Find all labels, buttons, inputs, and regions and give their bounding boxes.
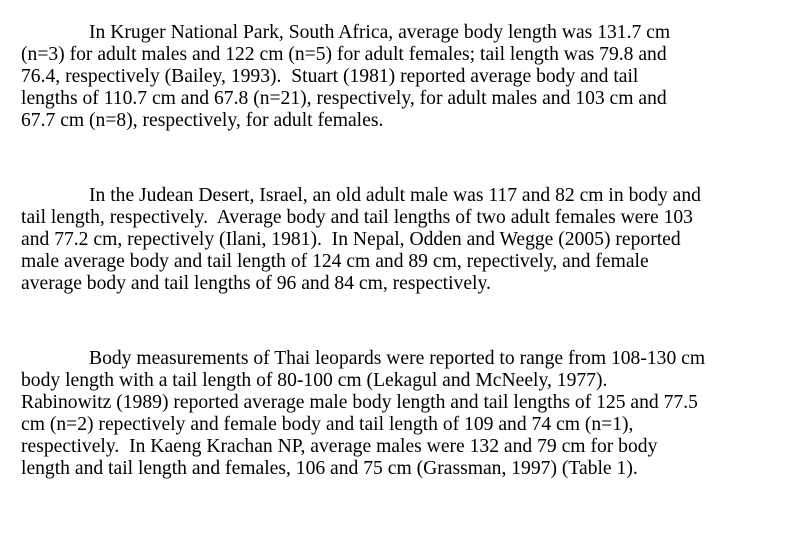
text-line: 67.7 cm (n=8), respectively, for adult females. bbox=[21, 110, 384, 131]
paragraph-thai-leopards bbox=[21, 348, 705, 480]
text-line: body length with a tail length of 80-100 cm (Lekagul and McNeely, 1977). bbox=[21, 370, 608, 391]
paragraph-kruger bbox=[21, 22, 670, 132]
text-line: respectively. In Kaeng Krachan NP, average males were 132 and 79 cm for body bbox=[21, 436, 658, 457]
paragraph-judean-desert bbox=[21, 185, 701, 295]
text-line: (n=3) for adult males and 122 cm (n=5) for adult females; tail length was 79.8 and bbox=[21, 44, 667, 65]
text-line: average body and tail lengths of 96 and 84 cm, respectively. bbox=[21, 273, 491, 294]
text-line: In Kruger National Park, South Africa, average body length was 131.7 cm bbox=[89, 22, 671, 43]
text-line: male average body and tail length of 124 cm and 89 cm, repectively, and female bbox=[21, 251, 649, 272]
text-line: cm (n=2) repectively and female body and tail length of 109 and 74 cm (n=1), bbox=[21, 414, 634, 435]
text-line: In the Judean Desert, Israel, an old adult male was 117 and 82 cm in body and bbox=[89, 185, 701, 206]
text-line: lengths of 110.7 cm and 67.8 (n=21), respectively, for adult males and 103 cm and bbox=[21, 88, 667, 109]
text-line: length and tail length and females, 106 and 75 cm (Grassman, 1997) (Table 1). bbox=[21, 458, 638, 479]
text-line: 76.4, respectively (Bailey, 1993). Stuart (1981) reported average body and tail bbox=[21, 66, 639, 87]
text-line: and 77.2 cm, repectively (Ilani, 1981). In Nepal, Odden and Wegge (2005) reported bbox=[21, 229, 681, 250]
text-line: Rabinowitz (1989) reported average male body length and tail lengths of 125 and 77.5 bbox=[21, 392, 698, 413]
text-line: tail length, respectively. Average body and tail lengths of two adult females were 103 bbox=[21, 207, 693, 228]
text-line: Body measurements of Thai leopards were reported to range from 108-130 cm bbox=[89, 348, 706, 369]
